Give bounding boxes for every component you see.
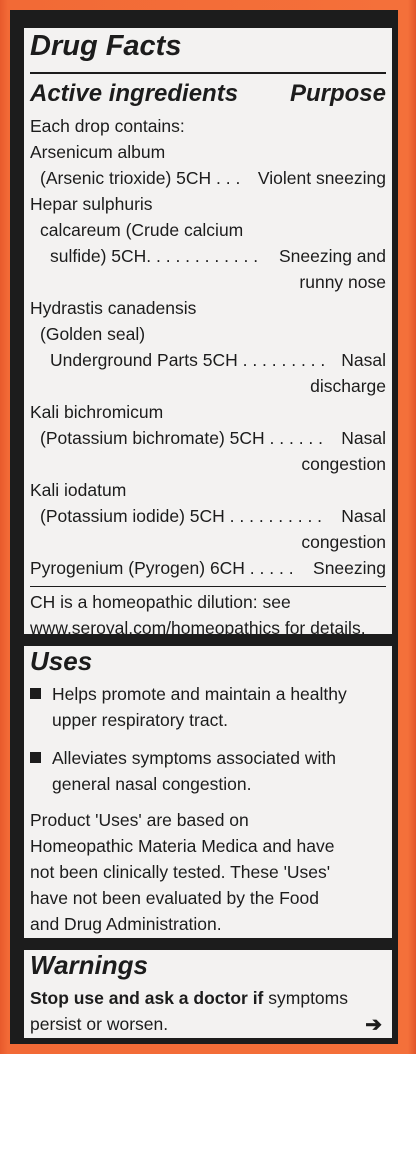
drug-facts-title: Drug Facts [30,30,182,62]
footnote-rule [30,586,386,587]
purpose-text: Nasal [341,506,386,526]
warnings-bold-lead: Stop use and ask a doctor if [30,988,264,1008]
ingredient-line: Arsenicum album [30,142,166,162]
warnings-heading: Warnings [30,950,148,980]
purpose-text: congestion [301,532,386,552]
uses-note-line: Product 'Uses' are based on [30,810,249,830]
warnings-line-2: persist or worsen. [30,1014,169,1034]
uses-bullet-line: upper respiratory tract. [52,710,229,730]
drug-facts-panel [10,10,398,640]
ingredient-line: Underground Parts 5CH . . . . . . . . . [50,350,326,370]
uses-note-line: and Drug Administration. [30,914,222,934]
ingredient-line: Kali bichromicum [30,402,164,422]
purpose-text: runny nose [299,272,386,292]
purpose-heading: Purpose [289,80,386,107]
right-arrow-icon: ➔ [365,1014,382,1036]
warnings-line [30,988,348,1008]
ingredient-line: (Arsenic trioxide) 5CH . . . [40,168,241,188]
intro-text: Each drop contains: [30,116,185,136]
uses-bullet-line: Alleviates symptoms associated with [52,748,336,768]
ingredient-line: Hepar sulphuris [30,194,153,214]
purpose-text: congestion [301,454,386,474]
purpose-text: Nasal [341,428,386,448]
active-ingredients-heading: Active ingredients [30,80,239,107]
uses-content [24,646,392,938]
uses-bullet-line: general nasal congestion. [52,774,252,794]
ingredient-line: calcareum (Crude calcium [40,220,244,240]
purpose-text: Sneezing and [278,246,386,266]
purpose-text: Sneezing [313,558,386,578]
footnote-line: www.seroyal.com/homeopathics for details. [30,618,366,638]
bullet-square-icon [30,688,41,699]
uses-note-line: have not been evaluated by the Food [30,888,319,908]
ingredient-line: Hydrastis canadensis [30,298,197,318]
uses-bullet-line: Helps promote and maintain a healthy [52,684,347,704]
footnote-line: CH is a homeopathic dilution: see [30,592,291,612]
ingredient-line: Pyrogenium (Pyrogen) 6CH . . . . . [30,558,294,578]
title-rule [30,72,386,74]
uses-note-line: not been clinically tested. These 'Uses' [30,862,331,882]
uses-heading: Uses [30,646,93,676]
ingredient-line: (Potassium iodide) 5CH . . . . . . . . . . [40,506,323,526]
bullet-square-icon [30,752,41,763]
purpose-text: Violent sneezing [257,168,386,188]
ingredient-line: Kali iodatum [30,480,127,500]
warnings-panel [10,944,398,1044]
purpose-text: discharge [310,376,386,396]
uses-note-line: Homeopathic Materia Medica and have [30,836,335,856]
ingredient-line: sulfide) 5CH. . . . . . . . . . . . [50,246,259,266]
ingredient-line: (Golden seal) [40,324,146,344]
ingredient-line: (Potassium bichromate) 5CH . . . . . . [40,428,323,448]
purpose-text: Nasal [341,350,386,370]
warnings-text-rest: symptoms [263,988,348,1008]
uses-panel [10,640,398,944]
warnings-content [24,950,392,1038]
drug-facts-content [24,28,392,638]
